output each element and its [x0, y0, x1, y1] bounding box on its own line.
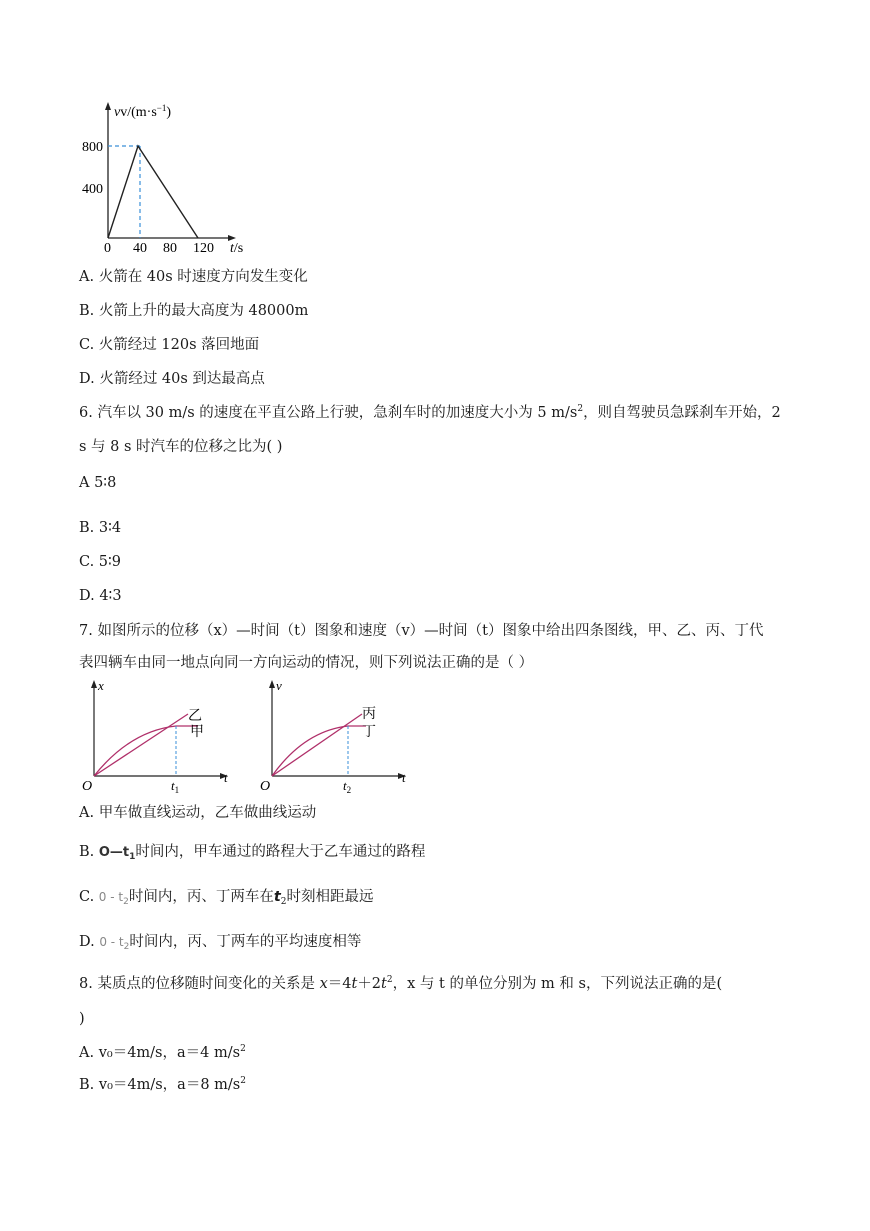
- xt-ylabel: x: [98, 678, 104, 693]
- q7-b-math: $O—t_1$: [98, 845, 136, 862]
- q5-option-a: A. 火箭在 40s 时速度方向发生变化: [79, 269, 308, 285]
- vt-xlabel: t/s: [230, 241, 244, 256]
- xt-label-jia: 甲: [190, 725, 204, 740]
- vt-graph: [72, 96, 262, 256]
- xt-origin: O: [82, 779, 93, 794]
- q5-option-d: D. 火箭经过 40s 到达最高点: [79, 371, 265, 387]
- xt-graph: [80, 676, 240, 794]
- q6-option-c: C. 5∶9: [79, 554, 122, 570]
- xt-tick-t1: $t_1$: [171, 778, 180, 794]
- q8-stem-line1: 8. 某质点的位移随时间变化的关系是 $x=4t+2t^2$，x 与 t 的单位分别为 m 和 s，下列说法正确的是(: [79, 975, 723, 992]
- q6-option-b: B. 3∶4: [79, 520, 122, 536]
- vt2-ylabel: v: [276, 678, 282, 693]
- q7-option-c: C. $0 - t_2$时间内，丙、丁两车在$t_2$时刻相距最远: [79, 889, 374, 907]
- q7-stem-line2: 表四辆车由同一地点向同一方向运动的情况，则下列说法正确的是（ ）: [79, 655, 534, 671]
- q8-stem-line2: ): [79, 1011, 85, 1027]
- vt-ytick-400: 400: [82, 182, 103, 197]
- q5-option-b: B. 火箭上升的最大高度为 48000m: [79, 303, 309, 319]
- vt-xtick-0: 0: [104, 241, 111, 256]
- q6-stem-line2: s 与 8 s 时汽车的位移之比为( ): [79, 439, 283, 455]
- xt-line-jia: [94, 714, 188, 776]
- q7-d-math: $0 - t_2$: [99, 935, 130, 952]
- vt2-label-bing: 丙: [362, 707, 376, 722]
- vt2-y-arrow: [269, 680, 275, 688]
- q7-option-a: A. 甲车做直线运动，乙车做曲线运动: [79, 805, 317, 821]
- vt2-origin: O: [260, 779, 271, 794]
- vt-xtick-80: 80: [163, 241, 177, 256]
- q8-option-a: A. v₀＝4m/s，a＝4 $m/s^2$: [79, 1044, 246, 1061]
- vt2-label-ding: 丁: [362, 725, 376, 740]
- q7-stem-line1: 7. 如图所示的位移（x）—时间（t）图象和速度（v）—时间（t）图象中给出四条图线，甲、乙、丙、丁代: [79, 623, 764, 639]
- vt-xtick-40: 40: [133, 241, 147, 256]
- vt-xtick-120: 120: [193, 241, 214, 256]
- q7-option-d: D. $0 - t_2$时间内，丙、丁两车的平均速度相等: [79, 934, 362, 952]
- vt-ylabel: $vv/(m\cdot s^{-1})$: [114, 103, 172, 120]
- vt-series-line: [108, 146, 198, 238]
- q8-option-b: B. v₀＝4m/s，a＝8 $m/s^2$: [79, 1076, 246, 1093]
- vt2-tick-t2: $t_2$: [343, 778, 352, 794]
- q6-option-d: D. 4∶3: [79, 588, 122, 604]
- q7-c-math: $0 - t_2$: [98, 890, 129, 907]
- xt-y-arrow: [91, 680, 97, 688]
- q6-stem-line1: 6. 汽车以 30 m/s 的速度在平直公路上行驶，急刹车时的加速度大小为 5 $m/s^2$，则自驾驶员急踩刹车开始，2: [79, 404, 781, 421]
- vt-y-arrow: [105, 102, 111, 110]
- xt-label-yi: 乙: [188, 709, 202, 724]
- q6-option-a: A 5∶8: [79, 475, 117, 491]
- vt-ytick-800: 800: [82, 140, 103, 155]
- q5-option-c: C. 火箭经过 120s 落回地面: [79, 337, 260, 353]
- q7-option-b: B. $O—t_1$时间内，甲车通过的路程大于乙车通过的路程: [79, 844, 426, 862]
- vt2-curve-bing: [272, 726, 366, 776]
- xt-curve-yi: [94, 726, 198, 776]
- xt-xlabel: t: [224, 770, 228, 785]
- vt2-graph: [258, 676, 418, 794]
- vt2-xlabel: t: [402, 770, 406, 785]
